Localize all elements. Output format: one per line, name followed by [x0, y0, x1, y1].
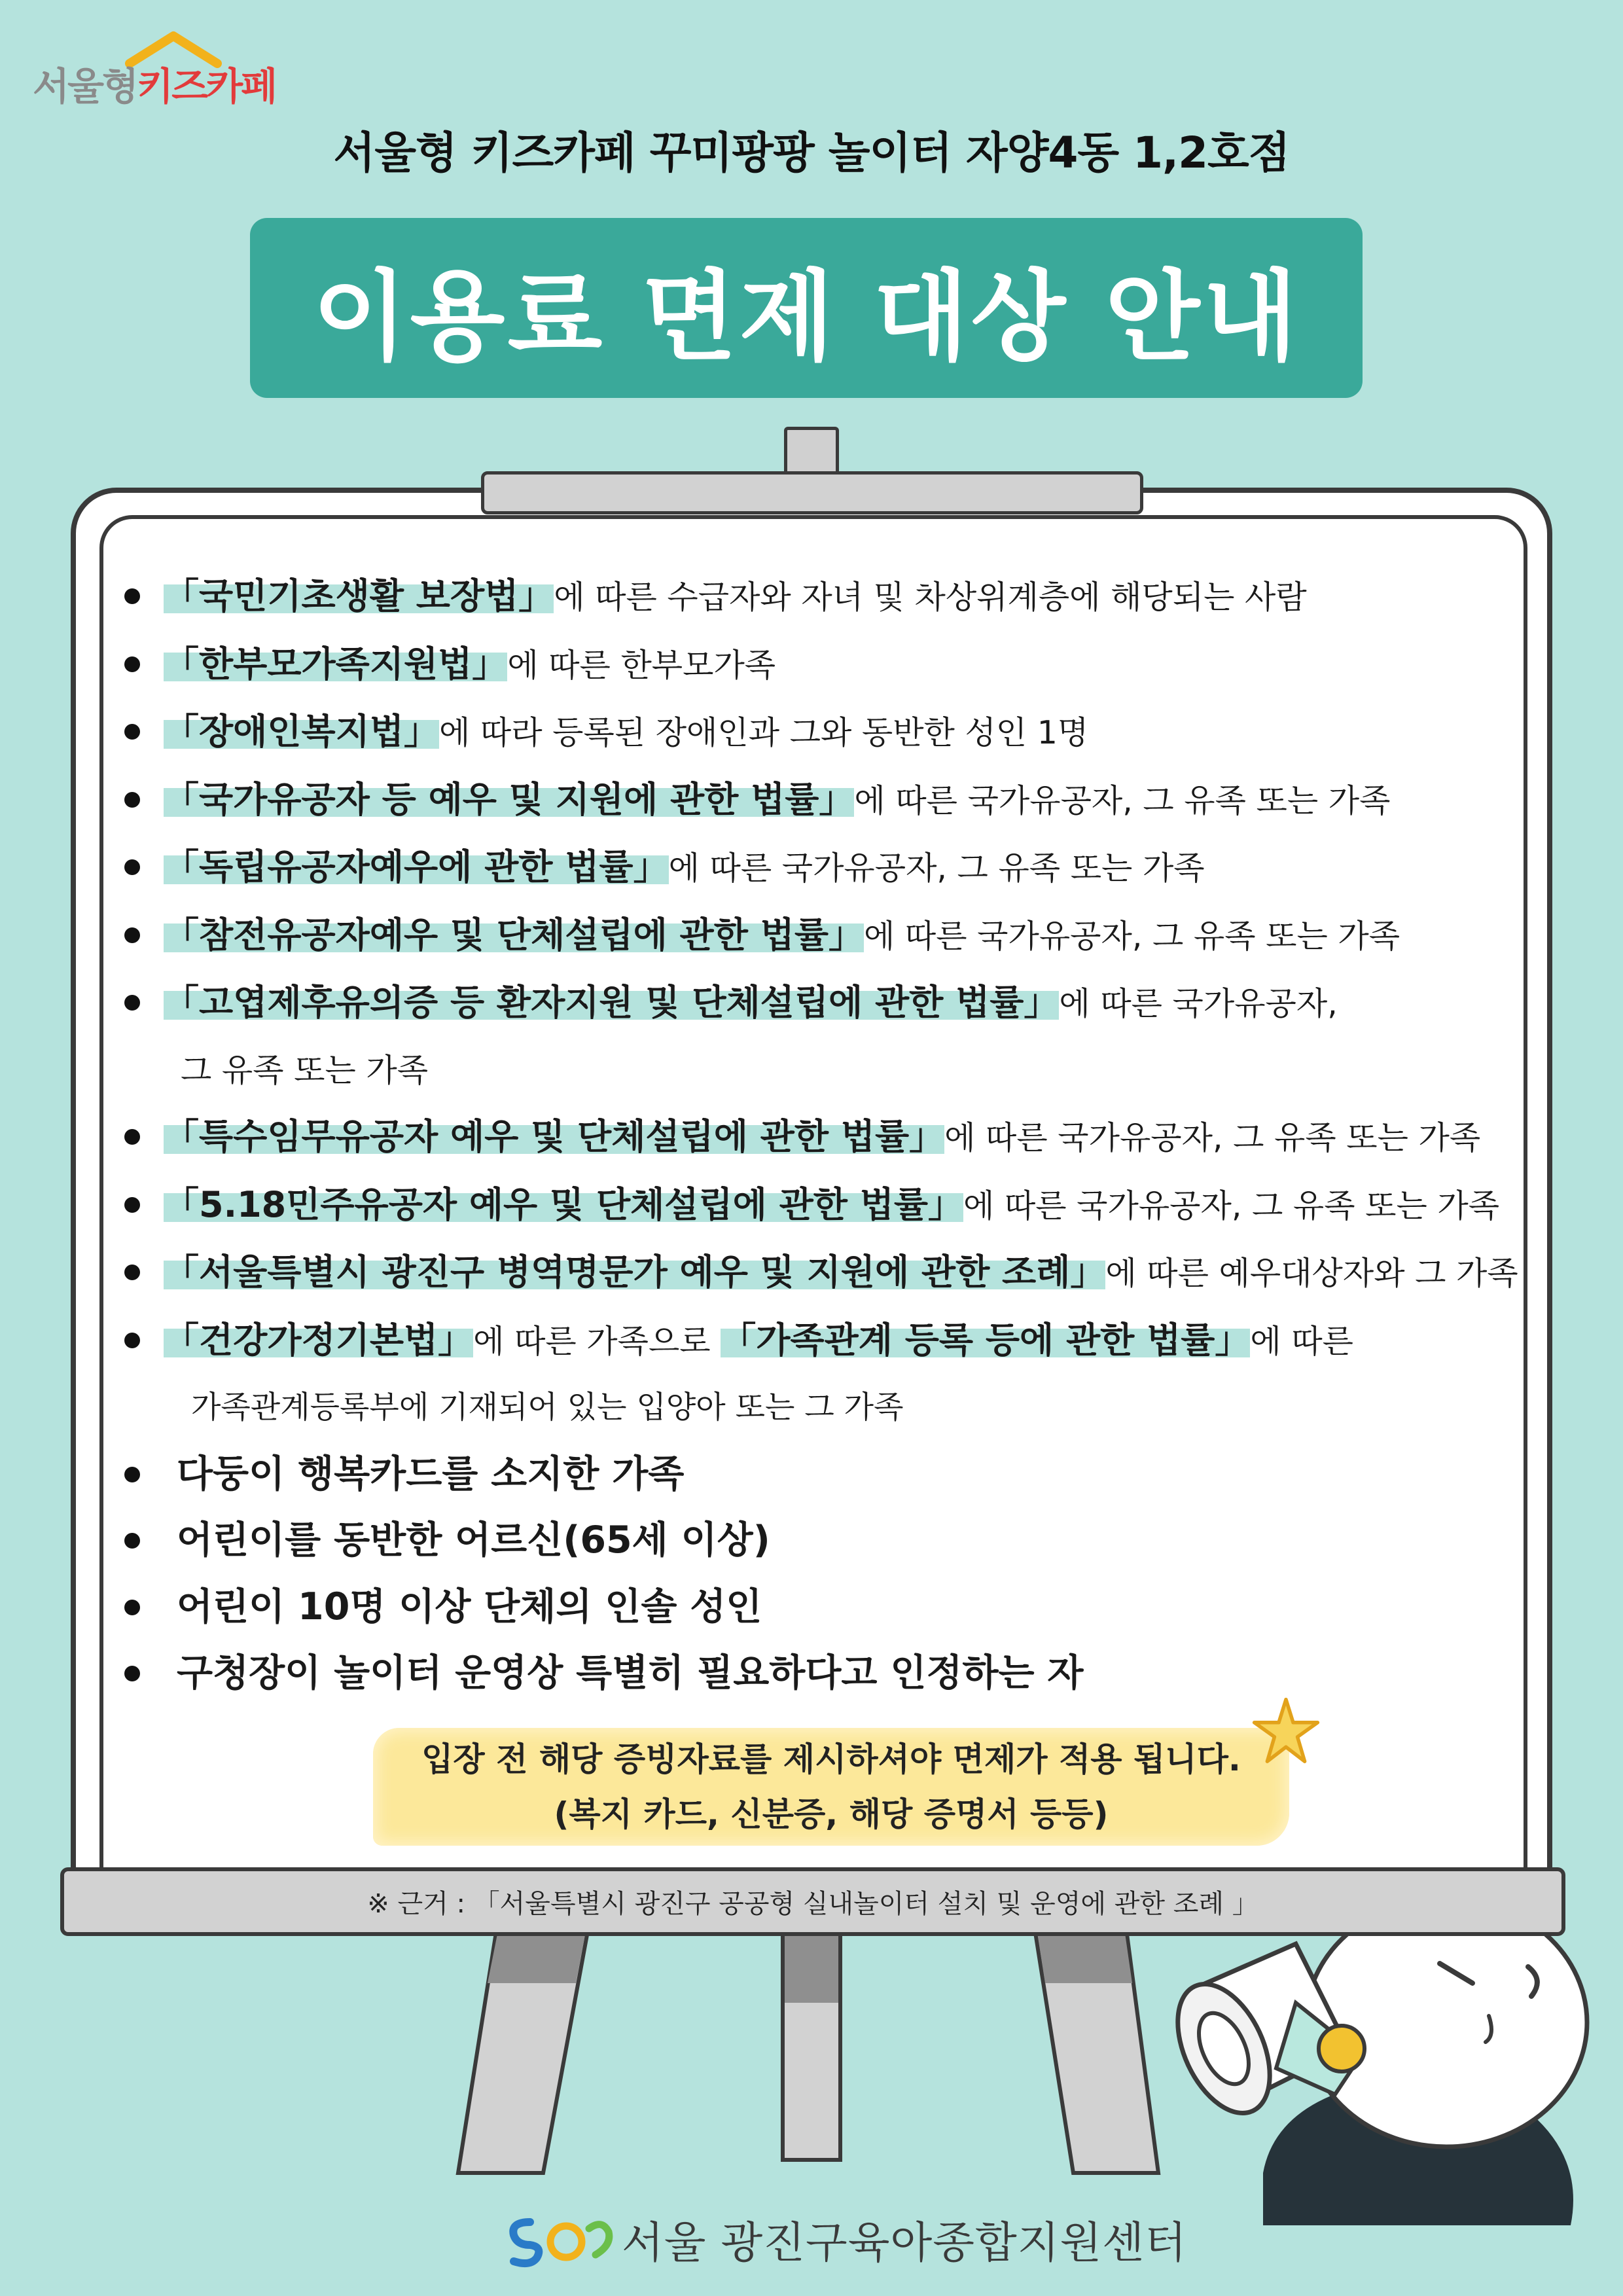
- list-item: [118, 1574, 1525, 1641]
- notice-box: [373, 1728, 1289, 1846]
- page-title: 이용료 면제 대상 안내: [312, 260, 1300, 374]
- list-item-continued: [118, 1374, 1525, 1441]
- law-name: 「5.18민주유공자 예우 및 단체설립에 관한 법률」: [164, 1183, 964, 1225]
- item-text: 그 유족 또는 가족: [181, 1051, 429, 1089]
- law-name: 「국민기초생활 보장법」: [164, 575, 554, 617]
- law-name: 「국가유공자 등 예우 및 지원에 관한 법률」: [164, 778, 855, 820]
- item-text: 에 따른 국가유공자, 그 유족 또는 가족: [963, 1187, 1500, 1225]
- list-item-continued: [118, 1037, 1525, 1104]
- law-name: 「한부모가족지원법」: [164, 643, 508, 685]
- legal-basis-note: ※ 근거 : 「서울특별시 광진구 공공형 실내놀이터 설치 및 운영에 관한 조례 」: [367, 1889, 1258, 1919]
- list-item: [118, 1441, 1525, 1508]
- logo-text-seoul: 서울형: [33, 64, 137, 109]
- list-item: [118, 631, 1525, 699]
- law-name: 「건강가정기본법」: [164, 1319, 474, 1361]
- list-item: [118, 563, 1525, 631]
- notice-line-1: 입장 전 해당 증빙자료를 제시하셔야 면제가 적용 됩니다.: [421, 1740, 1241, 1778]
- law-name: 「참전유공자예우 및 단체설립에 관한 법률」: [164, 914, 864, 956]
- childcare-center-logo-icon: [504, 2209, 615, 2268]
- venue-name: 서울형 키즈카페 꾸미팡팡 놀이터 자양4동 1,2호점: [333, 128, 1290, 178]
- mascot-megaphone-illustration: [1165, 1885, 1623, 2225]
- list-item: [118, 1103, 1525, 1172]
- item-text: 어린이 10명 이상 단체의 인솔 성인: [177, 1585, 762, 1628]
- item-text: 구청장이 놀이터 운영상 특별히 필요하다고 인정하는 자: [177, 1651, 1084, 1695]
- list-item: [118, 698, 1525, 766]
- notice-line-2: (복지 카드, 신분증, 해당 증명서 등등): [554, 1795, 1109, 1833]
- list-item: [118, 969, 1525, 1037]
- item-text: 에 따른 국가유공자, 그 유족 또는 가족: [854, 781, 1391, 819]
- item-text: 에 따른 한부모가족: [507, 646, 776, 684]
- law-name: 「고엽제후유의증 등 환자지원 및 단체설립에 관한 법률」: [164, 982, 1060, 1023]
- item-text: 에 따른 국가유공자, 그 유족 또는 가족: [668, 850, 1205, 887]
- item-text-2: 에 따른: [1250, 1322, 1353, 1360]
- item-text: 다둥이 행복카드를 소지한 가족: [177, 1452, 685, 1496]
- footer: [504, 2209, 1187, 2268]
- item-text: 에 따른 수급자와 자녀 및 차상위계층에 해당되는 사람: [554, 579, 1307, 616]
- item-text: 에 따른 예우대상자와 그 가족: [1105, 1255, 1518, 1292]
- list-item: [118, 1239, 1525, 1307]
- item-text: 가족관계등록부에 기재되어 있는 입양아 또는 그 가족: [191, 1390, 904, 1426]
- law-name-2: 「가족관계 등록 등에 관한 법률」: [721, 1319, 1251, 1361]
- law-name: 「특수임무유공자 예우 및 단체설립에 관한 법률」: [164, 1116, 945, 1157]
- easel-clip: [481, 471, 1143, 514]
- kids-cafe-logo: [33, 29, 281, 115]
- list-item: [118, 766, 1525, 834]
- easel-shelf: [60, 1867, 1565, 1936]
- footer-center-name: 서울 광진구육아종합지원센터: [622, 2217, 1187, 2268]
- list-item: [118, 834, 1525, 902]
- logo-text: [33, 56, 276, 111]
- exemption-list: [118, 563, 1525, 1707]
- list-item: [118, 1507, 1525, 1574]
- title-banner: [250, 218, 1363, 398]
- law-name: 「장애인복지법」: [164, 711, 439, 752]
- law-name: 「독립유공자예우에 관한 법률」: [164, 846, 669, 888]
- law-name: 「서울특별시 광진구 병역명문가 예우 및 지원에 관한 조례」: [164, 1251, 1106, 1293]
- item-text: 에 따른 국가유공자, 그 유족 또는 가족: [864, 917, 1400, 955]
- item-text: 어린이를 동반한 어르신(65세 이상): [177, 1518, 770, 1562]
- list-item: [118, 902, 1525, 970]
- list-item: [118, 1172, 1525, 1240]
- star-icon: [1250, 1695, 1322, 1767]
- list-item: [118, 1307, 1525, 1375]
- logo-text-kidscafe: 키즈카페: [137, 64, 276, 109]
- item-text: 에 따라 등록된 장애인과 그와 동반한 성인 1명: [438, 714, 1089, 751]
- item-text: 에 따른 국가유공자, 그 유족 또는 가족: [944, 1119, 1481, 1157]
- item-text: 에 따른 국가유공자,: [1059, 985, 1338, 1022]
- item-text: 에 따른 가족으로: [473, 1322, 721, 1360]
